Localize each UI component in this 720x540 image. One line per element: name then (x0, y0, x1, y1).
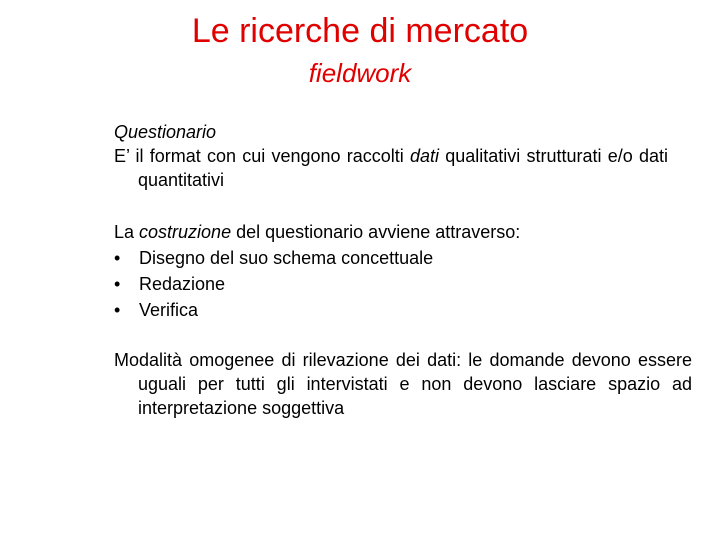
costruzione-suffix: del questionario avviene attraverso: (231, 222, 521, 242)
list-item (114, 245, 668, 271)
costruzione-emphasis: costruzione (139, 222, 232, 242)
list-item-text: Redazione (139, 274, 226, 294)
costruzione-section (114, 219, 668, 323)
questionario-text-part-1: E’ il format con cui vengono raccolti (114, 146, 410, 166)
modalita-section (114, 348, 692, 420)
questionario-text-emphasis: dati (409, 146, 440, 166)
questionario-section (114, 120, 668, 192)
slide-title: Le ricerche di mercato (191, 12, 529, 50)
list-item (114, 297, 668, 323)
costruzione-intro (114, 219, 668, 245)
questionario-heading: Questionario (114, 122, 217, 142)
modalita-text: Modalità omogenee di rilevazione dei dati: le domande devono essere uguali per tutti gli intervistati e non devono lasciare spazio ad interpretazione soggettiva (114, 350, 692, 418)
questionario-definition (114, 144, 668, 192)
list-item (114, 271, 668, 297)
bullet-icon: • (114, 248, 121, 268)
questionario-text-part-2: qualitativi strutturati e/o dati quantitativi (138, 146, 668, 190)
bullet-icon: • (114, 300, 121, 320)
slide-subtitle: fieldwork (308, 58, 412, 88)
list-item-text: Verifica (139, 300, 199, 320)
bullet-list (114, 245, 668, 323)
costruzione-prefix: La (114, 222, 140, 242)
bullet-icon: • (114, 274, 121, 294)
list-item-text: Disegno del suo schema concettuale (139, 248, 434, 268)
